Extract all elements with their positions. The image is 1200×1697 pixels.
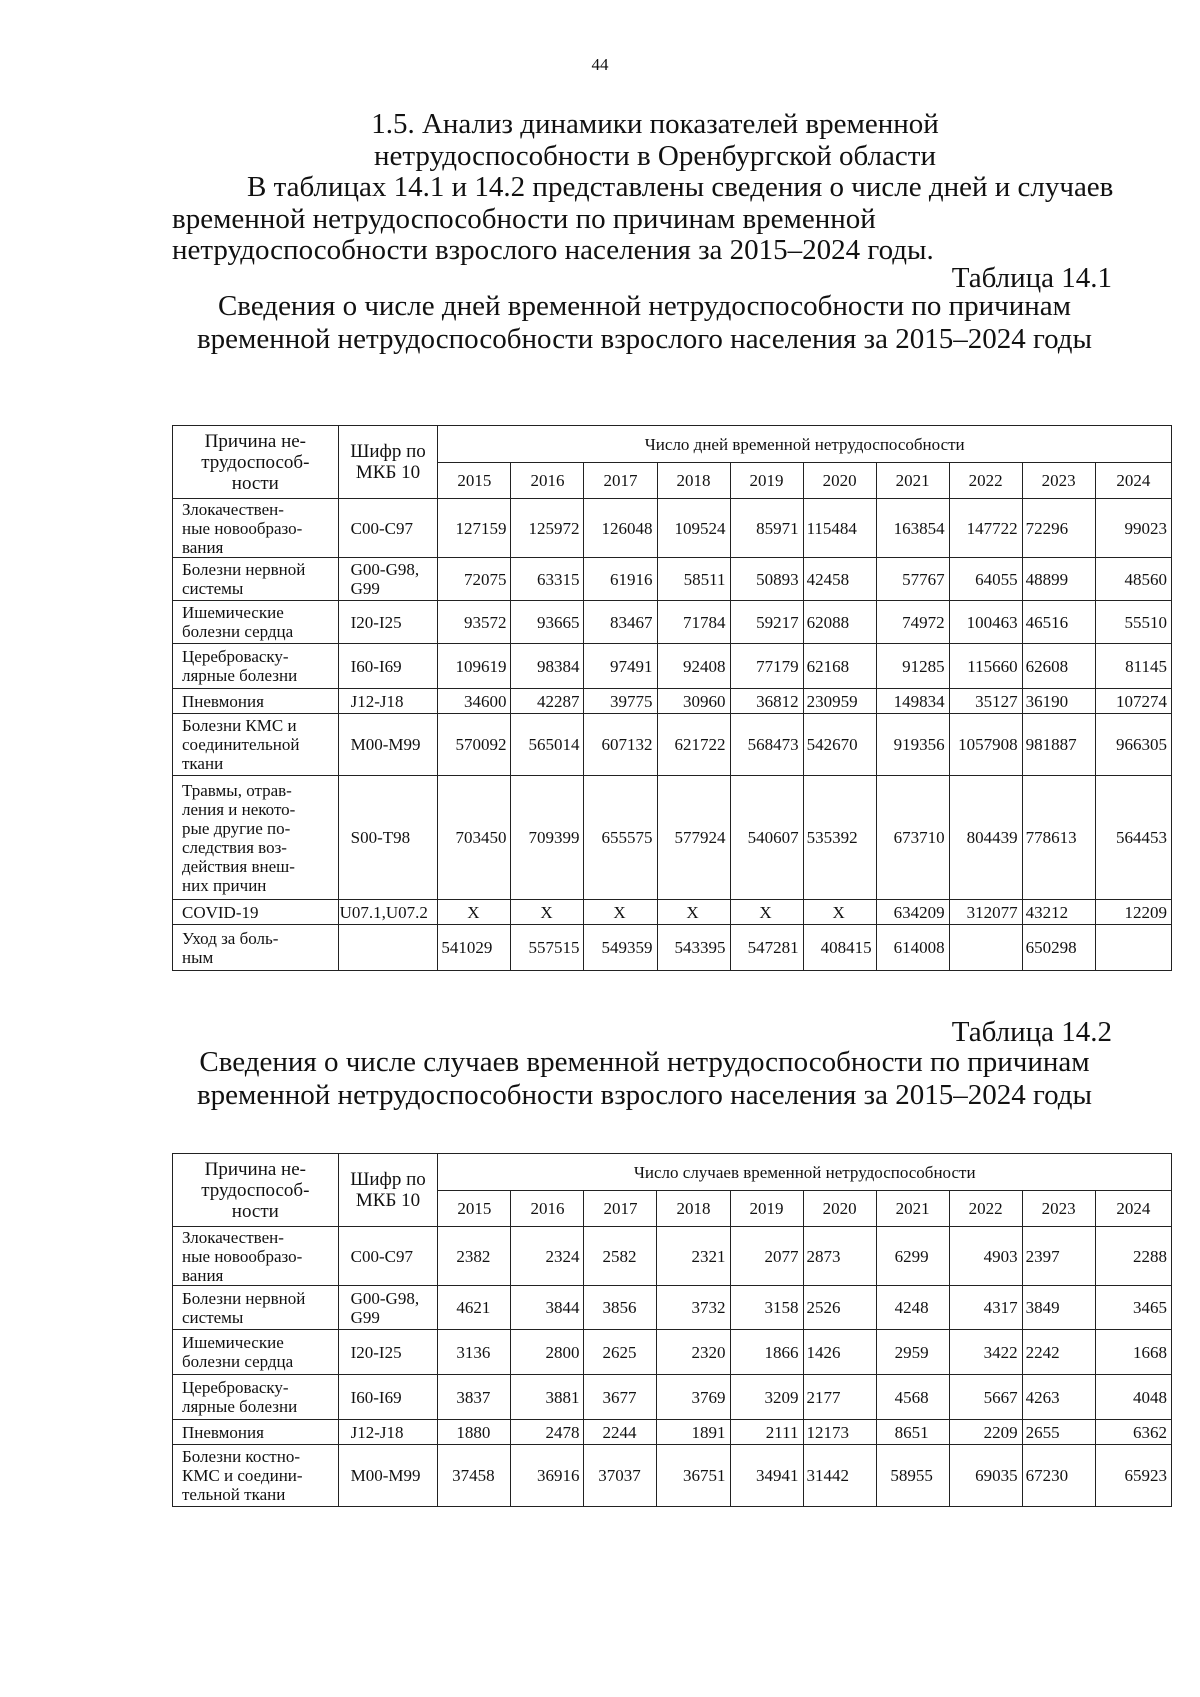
- cell: 3769: [657, 1375, 730, 1420]
- cell: 3158: [730, 1286, 803, 1330]
- cell: 64055: [949, 558, 1022, 601]
- cell: 981887: [1022, 714, 1095, 776]
- row-code: [338, 925, 438, 971]
- cell: 408415: [803, 925, 876, 971]
- cell: 100463: [949, 601, 1022, 644]
- cell: 557515: [511, 925, 584, 971]
- cell: 2625: [584, 1330, 657, 1375]
- cell: 535392: [803, 776, 876, 900]
- cell: 1057908: [949, 714, 1022, 776]
- cell: 3881: [511, 1375, 584, 1420]
- cell: 2478: [511, 1420, 584, 1445]
- row-cause: Ишемические болезни сердца: [173, 601, 339, 644]
- row-code: U07.1,U07.2: [338, 900, 438, 925]
- cell: 577924: [657, 776, 730, 900]
- cell: 37458: [438, 1445, 511, 1507]
- cell: 312077: [949, 900, 1022, 925]
- cell: 3136: [438, 1330, 511, 1375]
- table-row: [173, 601, 1172, 644]
- row-code: G00-G98, G99: [338, 558, 438, 601]
- cell: 149834: [876, 689, 949, 714]
- cell: 83467: [584, 601, 657, 644]
- cell: 3844: [511, 1286, 584, 1330]
- cell: 5667: [949, 1375, 1022, 1420]
- cell: 703450: [438, 776, 511, 900]
- cell: 35127: [949, 689, 1022, 714]
- table-row: [173, 776, 1172, 900]
- table2-year: 2023: [1022, 1191, 1095, 1227]
- cell: 778613: [1022, 776, 1095, 900]
- cell: 564453: [1095, 776, 1171, 900]
- cell: 541029: [438, 925, 511, 971]
- table1-title: Сведения о числе дней временной нетрудоспособности по причинам временной нетрудоспособности взрослого населения за 2015–2024 годы: [196, 290, 1093, 355]
- cell: 2209: [949, 1420, 1022, 1445]
- cell: [1095, 925, 1171, 971]
- table1-year: 2016: [511, 463, 584, 499]
- table1-days: [172, 425, 1172, 971]
- row-code: G00-G98, G99: [338, 1286, 438, 1330]
- cell: 540607: [730, 776, 803, 900]
- table2-year: 2018: [657, 1191, 730, 1227]
- row-cause: Болезни нервной системы: [173, 558, 339, 601]
- table2-year: 2024: [1095, 1191, 1171, 1227]
- table1-year: 2021: [876, 463, 949, 499]
- cell: 31442: [803, 1445, 876, 1507]
- table-row: [173, 689, 1172, 714]
- cell: 48560: [1095, 558, 1171, 601]
- table1-header-group: Число дней временной нетрудоспособности: [438, 426, 1172, 463]
- row-cause: Болезни КМС и соединительной ткани: [173, 714, 339, 776]
- cell: 67230: [1022, 1445, 1095, 1507]
- cell: 568473: [730, 714, 803, 776]
- cell: 230959: [803, 689, 876, 714]
- table-row: [173, 1227, 1172, 1286]
- table1-year: 2022: [949, 463, 1022, 499]
- cell: 43212: [1022, 900, 1095, 925]
- cell: 48899: [1022, 558, 1095, 601]
- cell: X: [511, 900, 584, 925]
- cell: 3732: [657, 1286, 730, 1330]
- table1-year: 2015: [438, 463, 511, 499]
- section-title: 1.5. Анализ динамики показателей временной нетрудоспособности в Оренбургской области: [371, 108, 939, 172]
- row-code: C00-C97: [338, 499, 438, 558]
- cell: 42458: [803, 558, 876, 601]
- cell: 55510: [1095, 601, 1171, 644]
- table1-header-code: Шифр по МКБ 10: [338, 426, 438, 499]
- cell: 97491: [584, 644, 657, 689]
- table2-year: 2016: [511, 1191, 584, 1227]
- cell: 542670: [803, 714, 876, 776]
- row-code: I60-I69: [338, 644, 438, 689]
- cell: 547281: [730, 925, 803, 971]
- cell: 115484: [803, 499, 876, 558]
- cell: 107274: [1095, 689, 1171, 714]
- cell: 2655: [1022, 1420, 1095, 1445]
- row-cause: Уход за боль- ным: [173, 925, 339, 971]
- row-cause: Болезни нервной системы: [173, 1286, 339, 1330]
- row-cause: Болезни костно- КМС и соедини- тельной ткани: [173, 1445, 339, 1507]
- cell: 4903: [949, 1227, 1022, 1286]
- cell: 62088: [803, 601, 876, 644]
- cell: 4263: [1022, 1375, 1095, 1420]
- cell: 98384: [511, 644, 584, 689]
- table1-year: 2019: [730, 463, 803, 499]
- cell: 93572: [438, 601, 511, 644]
- cell: 127159: [438, 499, 511, 558]
- table1-year: 2020: [803, 463, 876, 499]
- table-row: [173, 558, 1172, 601]
- cell: 1426: [803, 1330, 876, 1375]
- table1-year: 2023: [1022, 463, 1095, 499]
- cell: 1880: [438, 1420, 511, 1445]
- table-row: [173, 499, 1172, 558]
- cell: 115660: [949, 644, 1022, 689]
- cell: 126048: [584, 499, 657, 558]
- cell: 655575: [584, 776, 657, 900]
- cell: 65923: [1095, 1445, 1171, 1507]
- cell: 549359: [584, 925, 657, 971]
- row-code: C00-C97: [338, 1227, 438, 1286]
- table2-label: Таблица 14.2: [951, 1016, 1112, 1048]
- cell: 673710: [876, 776, 949, 900]
- cell: 125972: [511, 499, 584, 558]
- cell: 3856: [584, 1286, 657, 1330]
- table-row: [173, 1286, 1172, 1330]
- cell: 34600: [438, 689, 511, 714]
- cell: 1668: [1095, 1330, 1171, 1375]
- cell: 6299: [876, 1227, 949, 1286]
- cell: 109619: [438, 644, 511, 689]
- cell: 72296: [1022, 499, 1095, 558]
- row-cause: Злокачествен- ные новообразо- вания: [173, 499, 339, 558]
- row-code: I20-I25: [338, 601, 438, 644]
- cell: 93665: [511, 601, 584, 644]
- cell: 2077: [730, 1227, 803, 1286]
- cell: [949, 925, 1022, 971]
- cell: 58955: [876, 1445, 949, 1507]
- table2-header-code: Шифр по МКБ 10: [338, 1154, 438, 1227]
- cell: 570092: [438, 714, 511, 776]
- cell: 36812: [730, 689, 803, 714]
- table-row: [173, 1445, 1172, 1507]
- table1-label: Таблица 14.1: [951, 262, 1112, 294]
- table-row: [173, 1375, 1172, 1420]
- cell: 37037: [584, 1445, 657, 1507]
- cell: 85971: [730, 499, 803, 558]
- cell: 109524: [657, 499, 730, 558]
- cell: 147722: [949, 499, 1022, 558]
- cell: 966305: [1095, 714, 1171, 776]
- cell: 4248: [876, 1286, 949, 1330]
- cell: 12209: [1095, 900, 1171, 925]
- row-code: J12-J18: [338, 689, 438, 714]
- cell: 77179: [730, 644, 803, 689]
- table2-year: 2017: [584, 1191, 657, 1227]
- table1-year: 2018: [657, 463, 730, 499]
- cell: 2242: [1022, 1330, 1095, 1375]
- table-row: [173, 714, 1172, 776]
- row-code: I60-I69: [338, 1375, 438, 1420]
- cell: 4048: [1095, 1375, 1171, 1420]
- cell: 4568: [876, 1375, 949, 1420]
- table1-header-cause: Причина не- трудоспособ- ности: [173, 426, 339, 499]
- row-cause: Пневмония: [173, 1420, 339, 1445]
- cell: 1891: [657, 1420, 730, 1445]
- cell: 2288: [1095, 1227, 1171, 1286]
- cell: 8651: [876, 1420, 949, 1445]
- cell: 919356: [876, 714, 949, 776]
- table-row: [173, 1330, 1172, 1375]
- cell: 3677: [584, 1375, 657, 1420]
- table2-year: 2020: [803, 1191, 876, 1227]
- table2-year: 2022: [949, 1191, 1022, 1227]
- table-row: [173, 900, 1172, 925]
- row-code: S00-T98: [338, 776, 438, 900]
- row-code: M00-M99: [338, 1445, 438, 1507]
- cell: 2324: [511, 1227, 584, 1286]
- table-row: [173, 925, 1172, 971]
- cell: 543395: [657, 925, 730, 971]
- cell: 2111: [730, 1420, 803, 1445]
- cell: 2873: [803, 1227, 876, 1286]
- cell: 3837: [438, 1375, 511, 1420]
- cell: 2177: [803, 1375, 876, 1420]
- cell: 71784: [657, 601, 730, 644]
- cell: 34941: [730, 1445, 803, 1507]
- cell: 634209: [876, 900, 949, 925]
- cell: 30960: [657, 689, 730, 714]
- cell: 3209: [730, 1375, 803, 1420]
- cell: X: [730, 900, 803, 925]
- cell: 3465: [1095, 1286, 1171, 1330]
- cell: 4621: [438, 1286, 511, 1330]
- table2-year: 2019: [730, 1191, 803, 1227]
- cell: 4317: [949, 1286, 1022, 1330]
- row-cause: Пневмония: [173, 689, 339, 714]
- row-cause: Ишемические болезни сердца: [173, 1330, 339, 1375]
- cell: 1866: [730, 1330, 803, 1375]
- cell: X: [584, 900, 657, 925]
- cell: 42287: [511, 689, 584, 714]
- cell: 607132: [584, 714, 657, 776]
- cell: 163854: [876, 499, 949, 558]
- cell: 62608: [1022, 644, 1095, 689]
- cell: 69035: [949, 1445, 1022, 1507]
- table1-year: 2017: [584, 463, 657, 499]
- cell: 12173: [803, 1420, 876, 1445]
- cell: 614008: [876, 925, 949, 971]
- cell: 36916: [511, 1445, 584, 1507]
- row-code: J12-J18: [338, 1420, 438, 1445]
- row-cause: Травмы, отрав- ления и некото- рые другие по- следствия воз- действия внеш- них причин: [173, 776, 339, 900]
- row-cause: Цереброваску- лярные болезни: [173, 644, 339, 689]
- cell: 621722: [657, 714, 730, 776]
- cell: 2582: [584, 1227, 657, 1286]
- table2-cases: [172, 1153, 1172, 1507]
- table-row: [173, 1420, 1172, 1445]
- cell: 650298: [1022, 925, 1095, 971]
- cell: 74972: [876, 601, 949, 644]
- cell: 72075: [438, 558, 511, 601]
- cell: 39775: [584, 689, 657, 714]
- table2-year: 2015: [438, 1191, 511, 1227]
- row-cause: Злокачествен- ные новообразо- вания: [173, 1227, 339, 1286]
- cell: 3422: [949, 1330, 1022, 1375]
- cell: 91285: [876, 644, 949, 689]
- table1-header-row: [173, 426, 1172, 463]
- table2-header-cause: Причина не- трудоспособ- ности: [173, 1154, 339, 1227]
- cell: 3849: [1022, 1286, 1095, 1330]
- cell: 58511: [657, 558, 730, 601]
- row-code: M00-M99: [338, 714, 438, 776]
- cell: 81145: [1095, 644, 1171, 689]
- table2-year: 2021: [876, 1191, 949, 1227]
- cell: 59217: [730, 601, 803, 644]
- table2-header-group: Число случаев временной нетрудоспособности: [438, 1154, 1172, 1191]
- table-row: [173, 644, 1172, 689]
- cell: 2382: [438, 1227, 511, 1286]
- row-cause: Цереброваску- лярные болезни: [173, 1375, 339, 1420]
- cell: 92408: [657, 644, 730, 689]
- cell: 50893: [730, 558, 803, 601]
- row-code: I20-I25: [338, 1330, 438, 1375]
- cell: 36190: [1022, 689, 1095, 714]
- cell: 565014: [511, 714, 584, 776]
- table2-title: Сведения о числе случаев временной нетрудоспособности по причинам временной нетрудоспособности взрослого населения за 2015–2024 годы: [196, 1046, 1093, 1111]
- cell: 2320: [657, 1330, 730, 1375]
- cell: 46516: [1022, 601, 1095, 644]
- cell: 57767: [876, 558, 949, 601]
- row-cause: COVID-19: [173, 900, 339, 925]
- cell: 2397: [1022, 1227, 1095, 1286]
- table1-year: 2024: [1095, 463, 1171, 499]
- cell: 2526: [803, 1286, 876, 1330]
- page-number: 44: [591, 55, 609, 74]
- cell: 6362: [1095, 1420, 1171, 1445]
- cell: 2959: [876, 1330, 949, 1375]
- cell: X: [803, 900, 876, 925]
- cell: 2800: [511, 1330, 584, 1375]
- cell: 61916: [584, 558, 657, 601]
- cell: 99023: [1095, 499, 1171, 558]
- cell: 36751: [657, 1445, 730, 1507]
- intro-paragraph: [172, 172, 1117, 267]
- table2-header-row: [173, 1154, 1172, 1191]
- cell: 2244: [584, 1420, 657, 1445]
- cell: 709399: [511, 776, 584, 900]
- cell: 804439: [949, 776, 1022, 900]
- intro-rest: временной нетрудоспособности по причинам временной нетрудоспособности взрослого населения за 2015–2024 годы.: [172, 202, 934, 266]
- cell: 2321: [657, 1227, 730, 1286]
- intro-first-line: В таблицах 14.1 и 14.2 представлены сведения о числе дней и случаев: [247, 171, 1114, 203]
- cell: 63315: [511, 558, 584, 601]
- cell: 62168: [803, 644, 876, 689]
- cell: X: [657, 900, 730, 925]
- cell: X: [438, 900, 511, 925]
